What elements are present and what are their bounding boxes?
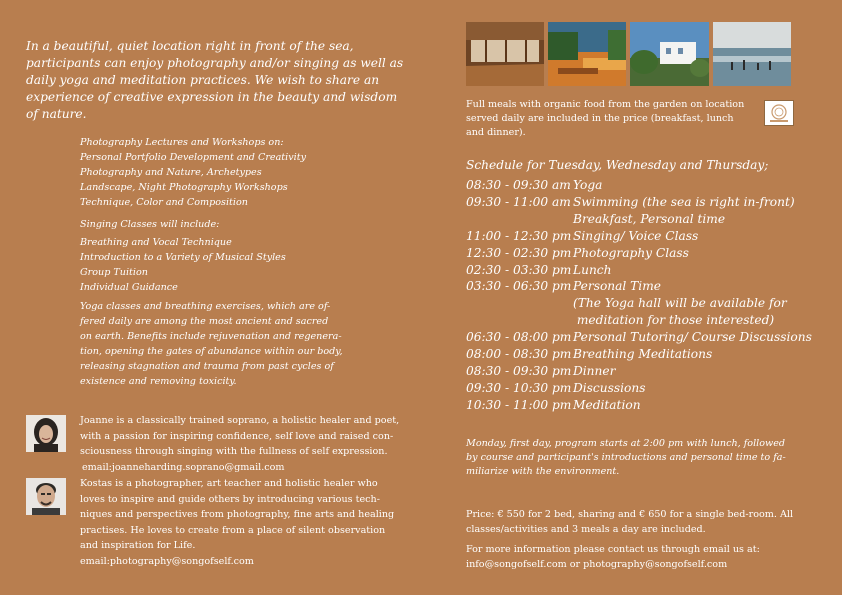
text-line: served daily are included in the price (breakfast, lunch <box>466 113 734 124</box>
text-line: and dinner). <box>466 127 526 138</box>
intro-paragraph: In a beautiful, quiet location right in front of the sea, participants can enjoy photography and/or singing as well as daily yoga and meditation practices. We wish to share an experience of creative expression in the beauty and wisdom of nature. <box>26 39 404 121</box>
meals-info <box>466 98 756 140</box>
song-of-self-logo <box>764 100 794 126</box>
schedule-row <box>466 245 812 262</box>
text-line: sciousness through singing with the fullness of self expression. <box>80 446 388 457</box>
joanne-portrait <box>26 415 66 452</box>
text-line: practises. He loves to create from a place of silent observation <box>80 524 386 536</box>
photo-yoga-hall <box>466 22 544 86</box>
singing-heading: Singing Classes will include: <box>80 219 220 230</box>
schedule-time: 03:30 - 06:30 pm <box>466 279 572 294</box>
text-line: Monday, first day, program starts at 2:00 pm with lunch, followed <box>466 438 786 449</box>
schedule-activity: Discussions <box>573 380 646 395</box>
schedule-row <box>466 346 812 363</box>
photography-section <box>80 135 380 210</box>
schedule-time: 08:00 - 08:30 pm <box>466 347 572 362</box>
schedule-row <box>466 329 812 346</box>
photography-heading: Photography Lectures and Workshops on: <box>80 137 284 148</box>
schedule-row <box>466 295 812 312</box>
photo-courtyard <box>548 22 626 86</box>
schedule-row <box>466 262 812 279</box>
schedule-table <box>466 177 812 414</box>
list-item: Technique, Color and Composition <box>80 197 248 208</box>
schedule-time <box>466 295 573 312</box>
schedule-title: Schedule for Tuesday, Wednesday and Thursday; <box>466 158 769 172</box>
schedule-row <box>466 177 812 194</box>
text-line: Full meals with organic food from the garden on location <box>466 99 745 110</box>
contact-info <box>466 543 806 572</box>
contact-emails[interactable]: info@songofself.com or photography@songofself.com <box>466 558 728 570</box>
text-line: fered daily are among the most ancient and sacred <box>80 316 329 327</box>
schedule-activity: Yoga <box>573 178 603 192</box>
schedule-time: 08:30 - 09:30 pm <box>466 363 572 378</box>
schedule-row <box>466 194 812 211</box>
schedule-time: 12:30 - 02:30 pm <box>466 245 572 260</box>
schedule-row <box>466 380 812 397</box>
text-line: with a passion for inspiring confidence, self love and raised con- <box>80 430 394 442</box>
text-line: tion, opening the gates of abundance within our body, <box>80 346 343 357</box>
kostas-bio <box>80 476 400 569</box>
schedule-time <box>466 211 573 228</box>
list-item: Personal Portfolio Development and Creativity <box>80 152 306 163</box>
text-line: Kostas is a photographer, art teacher and holistic healer who <box>80 478 378 489</box>
schedule-activity: Personal Time <box>573 279 661 294</box>
schedule-activity: Meditation <box>573 397 641 412</box>
price-info <box>466 508 806 537</box>
text-line: loves to inspire and guide others by introducing various tech- <box>80 493 380 505</box>
schedule-time: 08:30 - 09:30 am <box>466 178 571 192</box>
photo-sea-swimmers <box>713 22 791 86</box>
list-item: Introduction to a Variety of Musical Styles <box>80 252 286 263</box>
text-line: on earth. Benefits include rejuvenation and regenera- <box>80 331 342 342</box>
schedule-row <box>466 363 812 380</box>
text-line: Yoga classes and breathing exercises, which are of- <box>80 301 331 312</box>
schedule-time <box>466 312 573 329</box>
text-line: releasing stagnation and trauma from past cycles of <box>80 361 334 372</box>
photo-white-house <box>630 22 709 86</box>
schedule-time: 09:30 - 11:00 am <box>466 194 571 209</box>
schedule-time: 09:30 - 10:30 pm <box>466 380 572 395</box>
text-line: by course and participant's introductions and personal time to fa- <box>466 452 786 463</box>
joanne-email[interactable]: email:joanneharding.soprano@gmail.com <box>82 461 285 473</box>
schedule-row <box>466 278 812 295</box>
schedule-activity: Personal Tutoring/ Course Discussions <box>573 330 812 345</box>
text-line: miliarize with the environment. <box>466 466 620 477</box>
schedule-row <box>466 397 812 414</box>
list-item: Landscape, Night Photography Workshops <box>80 182 288 193</box>
list-item: Photography and Nature, Archetypes <box>80 167 262 178</box>
schedule-time: 10:30 - 11:00 pm <box>466 397 572 412</box>
text-line: Price: € 550 for 2 bed, sharing and € 650 for a single bed-room. All <box>466 509 794 520</box>
singing-section <box>80 217 380 295</box>
list-item: Breathing and Vocal Technique <box>80 237 232 248</box>
schedule-activity: Breakfast, Personal time <box>573 211 726 226</box>
schedule-row <box>466 228 812 245</box>
text-line: classes/activities and 3 meals a day are included. <box>466 523 706 535</box>
text-line: existence and removing toxicity. <box>80 376 237 387</box>
schedule-activity: Dinner <box>573 363 616 378</box>
joanne-bio <box>80 413 400 475</box>
schedule-time: 11:00 - 12:30 pm <box>466 228 572 243</box>
schedule-activity: meditation for those interested) <box>573 313 775 328</box>
text-line: niques and perspectives from photography, fine arts and healing <box>80 509 395 520</box>
schedule-activity: Singing/ Voice Class <box>573 228 699 243</box>
schedule-row <box>466 312 812 329</box>
schedule-row <box>466 211 812 228</box>
schedule-activity: Swimming (the sea is right in-front) <box>573 194 795 209</box>
yoga-paragraph <box>80 299 370 389</box>
monday-note <box>466 437 796 479</box>
schedule-time: 02:30 - 03:30 pm <box>466 262 572 277</box>
list-item: Group Tuition <box>80 267 148 278</box>
schedule-time: 06:30 - 08:00 pm <box>466 330 572 345</box>
kostas-email[interactable]: email:photography@songofself.com <box>80 555 254 567</box>
schedule-activity: Lunch <box>573 262 612 277</box>
text-line: and inspiration for Life. <box>80 540 196 551</box>
text-line: Joanne is a classically trained soprano, a holistic healer and poet, <box>80 415 400 426</box>
kostas-portrait <box>26 478 66 515</box>
schedule-activity: (The Yoga hall will be available for <box>573 296 787 311</box>
list-item: Individual Guidance <box>80 282 178 293</box>
schedule-activity: Photography Class <box>573 245 689 260</box>
text-line: For more information please contact us through email us at: <box>466 544 760 555</box>
schedule-activity: Breathing Meditations <box>573 347 713 362</box>
